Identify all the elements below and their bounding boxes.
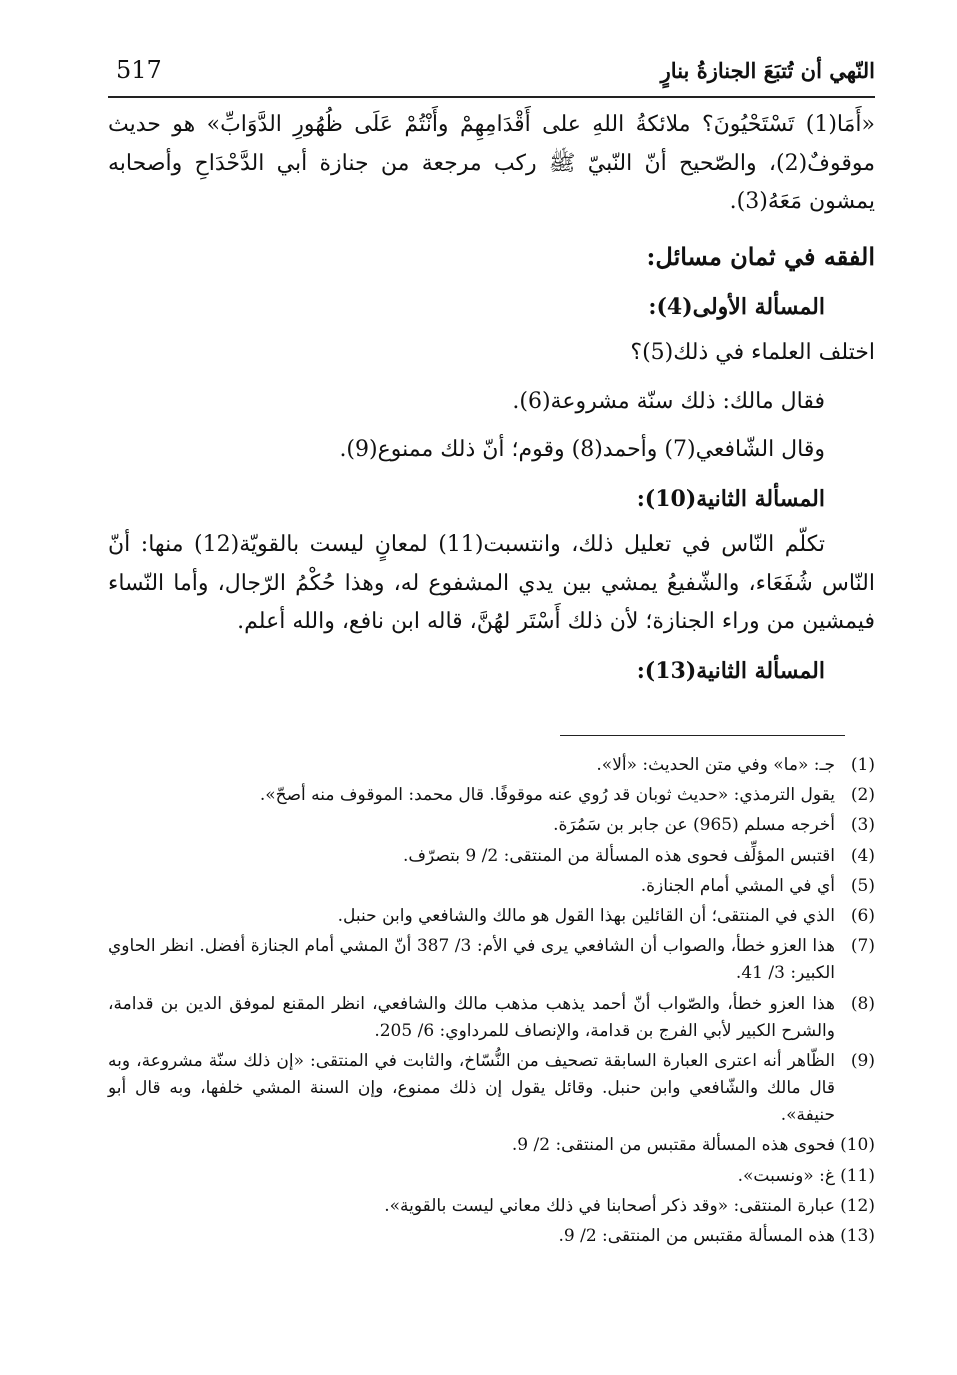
footnote-text: هذا العزو خطأ، والصّواب أنّ أحمد يذهب مذهب مالك والشافعي، انظر المقنع لموفق الدين بن قدامة، والشرح الكبير لأبي الفرج بن قدامة، والإنصاف للمرداوي: 6/ 205.	[108, 993, 835, 1041]
footnote	[108, 903, 875, 930]
footnote-rule	[560, 735, 845, 736]
footnote-number: (9)	[850, 1050, 875, 1071]
footnote	[108, 873, 875, 900]
footnote	[108, 1132, 875, 1159]
footnote-text: عبارة المنتقى: «وقد ذكر أصحابنا في ذلك معاني ليست بالقوية».	[384, 1195, 835, 1216]
running-title: النّهي أن تُتبَعَ الجنازةُ بنارٍ	[660, 58, 875, 83]
issue-2-paragraph: تكلّم النّاس في تعليل ذلك، وانتسبت(11) لمعانٍ ليست بالقويّة(12) منها: أنّ النّاس شُفَعَاء، والشّفيعُ يمشي بين يدي المشفوع له، وهذا حُكْمُ الرّجال، وأما النّساء فيمشين من وراء الجنازة؛ لأن ذلك أَسْتَر لهُنَّ، قاله ابن نافع، والله أعلم.	[108, 532, 875, 634]
opening-paragraph: «أَمَا(1) تَسْتَحْيُونَ؟ ملائكةُ اللهِ على أَقْدَامِهِمْ وأَنْتُمْ عَلَى ظُهُورِ الدَّوَابِّ» هو حديث موقوفٌ(2)، والصّحيح أنّ النّبيّ ﷺ ركب مرجعة من جنازة أبي الدَّحْدَاحِ وأصحابه يمشون مَعَهُ(3).	[108, 112, 875, 214]
footnote-text: أي في المشي أمام الجنازة.	[640, 875, 835, 896]
footnote	[108, 843, 875, 870]
footnote-number: (3)	[850, 815, 875, 836]
footnotes	[108, 752, 875, 1253]
issue-1-line-1: اختلف العلماء في ذلك(5)؟	[630, 340, 875, 365]
footnote-number: (12)	[840, 1195, 875, 1216]
footnote-number: (6)	[850, 905, 875, 926]
footnote-number: (5)	[850, 875, 875, 896]
footnote-text: هذه المسألة مقتبس من المنتقى: 2/ 9.	[558, 1226, 835, 1246]
footnote-text: أخرجه مسلم (965) عن جابر بن سَمُرَة.	[553, 815, 835, 836]
footnote-number: (1)	[850, 755, 875, 775]
fiqh-heading: الفقه في ثمان مسائل:	[646, 241, 875, 271]
header-rule	[108, 96, 875, 98]
page-header	[108, 52, 875, 96]
footnote-number: (10)	[840, 1135, 875, 1156]
footnote-text: يقول الترمذي: «حديث ثوبان قد رُوي عنه موقوفًا. قال محمد: الموقوف منه أصحّ».	[259, 785, 835, 806]
footnote	[108, 933, 875, 987]
footnote-number: (11)	[840, 1165, 875, 1186]
footnote-text: جـ: «ما» وفي متن الحديث: «ألا».	[596, 755, 835, 775]
footnote-text: فحوى هذه المسألة مقتبس من المنتقى: 2/ 9.	[511, 1135, 835, 1156]
issue-2-heading: المسألة الثانية(10):	[636, 485, 825, 512]
footnote-number: (2)	[850, 785, 875, 806]
footnote-number: (4)	[850, 845, 875, 866]
issue-1-line-2: فقال مالك: ذلك سنّة مشروعة(6).	[512, 388, 825, 414]
footnote	[108, 752, 875, 779]
issue-1-line-3: وقال الشّافعي(7) وأحمد(8) وقوم؛ أنّ ذلك ممنوع(9).	[339, 437, 825, 462]
footnote-text: هذا العزو خطأ، والصواب أن الشافعي يرى في الأم: 3/ 387 أنّ المشي أمام الجنازة أفضل. انظر الحاوي الكبير: 3/ 41.	[108, 936, 835, 984]
footnote-text: الظّاهر أنه اعترى العبارة السابقة تصحيف من النُّسّاخ، والثابت في المنتقى: «إن ذلك سنّة مشروعة، وبه قال مالك والشّافعي وابن حنبل. وقائل يقول إن ذلك ممنوع، وإن السنة المشي خلفها، وبه قال أبو حنيفة».	[108, 1050, 835, 1126]
footnote	[108, 991, 875, 1045]
footnote-number: (8)	[850, 993, 875, 1014]
footnote-text: الذي في المنتقى؛ أن القائلين بهذا القول هو مالك والشافعي وابن حنبل.	[337, 905, 835, 926]
footnote	[108, 782, 875, 809]
footnote	[108, 812, 875, 839]
main-text	[108, 104, 875, 698]
footnote-text: غ: «ونسبت».	[737, 1165, 835, 1186]
issue-3-heading: المسألة الثانية(13):	[636, 657, 825, 684]
footnote	[108, 1223, 875, 1250]
footnote-number: (7)	[850, 936, 875, 957]
footnote-text: اقتبس المؤلِّف فحوى هذه المسألة من المنتقى: 2/ 9 بتصرّف.	[402, 845, 835, 866]
footnote	[108, 1163, 875, 1190]
footnote-number: (13)	[840, 1226, 875, 1246]
footnote	[108, 1193, 875, 1220]
page-number: 517	[116, 56, 162, 84]
issue-1-heading: المسألة الأولى(4):	[648, 293, 825, 320]
footnote	[108, 1048, 875, 1130]
